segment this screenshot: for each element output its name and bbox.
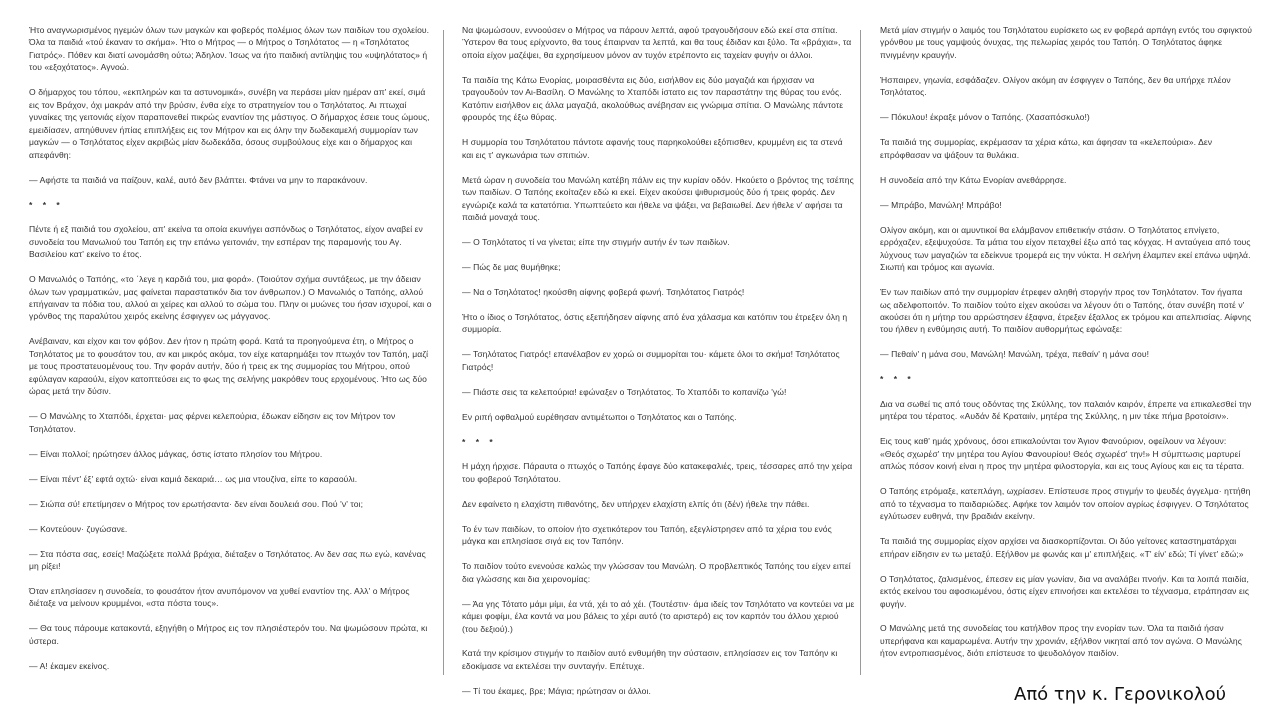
- paragraph: Ο δήμαρχος του τόπου, «εκπληρών και τα αστυνομικά», συνέβη να περάσει μίαν ημέραν απ' εκεί, σιμά εις τον Βράχον, όχι μακράν από την βρύσιν, ένθα είχε το στρατηγείον του ο Τσηλότατος. Αι πτωχαί γυναίκες της γειτονιάς είχον παραπονεθεί πικρώς εναντίον της μάστιγος. Ο δήμαρχος έσειε τους ώμους, εμειδίασεν, απηύθυνεν ήπίας επιπλήξεις εις τον Μήτρον και εις όλην την δωδεκαμελή συμμορίαν των μαγκών — ο Τσηλότατος είχεν ακριβώς μίαν δωδεκάδα, όσους συμβούλους είχε και ο δήμαρχος και απεφάνθη:: [29, 87, 430, 160]
- text-column-2: [462, 24, 856, 710]
- paragraph: — Άα γης Τότατο μάμι μίμι, έα ντά, χέι το αό χέι. (Τουτέστιν· άμα ιδείς τον Τσηλότατο να κοντεύει να με κάμει φοφίμι, έλα κοντά να μου βάλεις το χέρι αυτό (το αριστερό) εις τον καρπόν του άλλου χεριού (του δεξιού).): [462, 598, 855, 634]
- paragraph: Ολίγον ακόμη, και οι αμυντικοί θα ελάμβανον επιθετικήν στάσιν. Ο Τσηλότατος επνίγετο, ερρόχαζεν, εξεψυχούσε. Τα μάτια του είχον πεταχθεί έξω από τας κόγχας. Η ανταύγεια από τους λύχνους των μαγαζιών τα εδείκνυε τρομερά εις την νύκτα. Η σελήνη έλαμπεν εκεί επάνω υψηλά. Σιωπή και τρόμος και αγωνία.: [880, 224, 1251, 273]
- paragraph: — Θα τους πάρουμε κατακοντά, εξηγήθη ο Μήτρος εις τον πλησιέστερόν του. Να ψωμώσουν πρώτα, κι ύστερα.: [29, 623, 428, 646]
- paragraph: Δεν εφαίνετο η ελαχίστη πιθανότης, δεν υπήρχεν ελαχίστη ελπίς ότι (δέν) ήθελε την πάθει.: [462, 498, 810, 509]
- paragraph: — Α! έκαμεν εκείνος.: [29, 660, 110, 671]
- paragraph: Να ψωμώσουν, εννοούσεν ο Μήτρος να πάρουν λεπτά, αφού τραγουδήσουν εδώ εκεί στα σπίτια. Ύστερον θα τους ερίχνοντο, θα τους έπαιρναν τα λεπτά, και θα τους έδιδαν και ξύλο. Τα «βράχια», τα οποία είχον μαζέψει, θα εχρησίμευον μόνον αν τυχόν ετρέποντο εις ταχείαν φυγήν οι άλλοι.: [462, 25, 852, 60]
- paragraph: — Πεθαίν' η μάνα σου, Μανώλη! Μανώλη, τρέχα, πεθαίν' η μάνα σου!: [880, 349, 1150, 360]
- paragraph: — Πόκυλου! έκραξε μόνον ο Ταπόης. (Χασαπόσκυλο!): [880, 112, 1090, 123]
- paragraph: Ο Τσηλότατος, ζαλισμένος, έπεσεν εις μίαν γωνίαν, δια να αναλάβει πνοήν. Και τα λοιπά παιδία, εκτός εκείνου του αφοσιωμένου, όστις είχεν επινοήσει και εκτελέσει το τέχνασμα, ετράπησαν εις φυγήν.: [880, 573, 1250, 609]
- author-credit: Από την κ. Γερονικολού: [1014, 684, 1227, 705]
- paragraph: Η μάχη ήρχισε. Πάραυτα ο πτωχός ο Ταπόης έφαγε δύο κατακεφαλιές, τρεις, τέσσαρες από την χείρα του φοβερού Τσηλότατου.: [462, 461, 853, 484]
- paragraph: — Να ο Τσηλότατος! ηκούσθη αίφνης φοβερά φωνή. Τσηλότατος Γιατρός!: [462, 287, 745, 298]
- paragraph: — Κοντεύουν· ζυγώσανε.: [29, 523, 128, 534]
- paragraph: Εν ριπή οφθαλμού ευρέθησαν αντιμέτωποι ο Τσηλότατος και ο Ταπόης.: [462, 411, 737, 422]
- paragraph: — Τσηλότατος Γιατρός! επανέλαβον εν χορώ οι συμμορίται του· κάμετε όλοι το σκήμα! Τσηλότατος Γιατρός!: [462, 349, 840, 372]
- paragraph: Όταν επλησίασεν η συνοδεία, το φουσάτον ήτον ανυπόμονον να χυθεί εναντίον της. Αλλ' ο Μήτρος διέταξε να μείνουν κρυμμένοι, «στα πόστα τους».: [29, 586, 410, 609]
- paragraph: Τα παιδιά της συμμορίας, εκρέμασαν τα χέρια κάτω, και άφησαν τα «κελεπούρια». Δεν επρόφθασαν να ψάξουν τα θυλάκια.: [880, 137, 1213, 160]
- paragraph: Ήτο ο ίδιος ο Τσηλότατος, όστις εξεπήδησεν αίφνης από ένα χάλασμα και κατόπιν του έτρεξεν όλη η συμμορία.: [462, 312, 848, 335]
- paragraph: — Ο Μανώλης το Χταπόδι, έρχεται· μας φέρνει κελεπούρια, έδωκαν είδησιν εις τον Μήτρον τον Τσηλότατον.: [29, 411, 396, 434]
- paragraph: Ανέβαιναν, και είχον και τον φόβον. Δεν ήτον η πρώτη φορά. Κατά τα προηγούμενα έτη, ο Μήτρος ο Τσηλότατος με το φουσάτον του, αν και μικρός ακόμα, τον είχε καταρημάξει τον πτωχόν τον Ταπόη, μαζί με τους προστατευομένους του. Την φοράν αυτήν, δύο ή τρεις εκ της συμμορίας του Μήτρου, οπού εφύλαγαν καραούλι, είχον κατοπτεύσει εις το φως της σελήνης μακρόθεν τους ερχομένους. Ήτο ως δύο ώρας μετά την δύσιν.: [29, 336, 429, 397]
- paragraph: Η συνοδεία από την Κάτω Ενορίαν ανεθάρρησε.: [880, 174, 1067, 185]
- paragraph: Μετά ώραν η συνοδεία του Μανώλη κατέβη πάλιν εις την κυρίαν οδόν. Ηκούετο ο βρόντος της τσέπης των παιδίων. Ο Ταπόης εκοίταζεν εδώ κι εκεί. Είχεν ακούσει ψιθυρισμούς δύο ή τρεις φοράς. Δεν εγνώριζε καλά τα κατατόπια. Υπωπτεύετο και ήθελε να ψάξει, να βεβαιωθεί. Δεν ήθελε ν' αφήσει τα παιδιά μοναχά τους.: [462, 174, 854, 223]
- paragraph: — Πιάστε σεις τα κελεπούρια! εφώναξεν ο Τσηλότατος. Το Χταπόδι το κοπανίζω 'γώ!: [462, 386, 787, 397]
- paragraph: Το έν των παιδίων, το οποίον ήτο σχετικότερον του Ταπόη, εξεγλίστρησεν από τα χέρια του ενός μάγκα και επλησίασε σιγά εις τον Ταπόην.: [462, 523, 832, 547]
- paragraph: Ο Μανωλιός ο Ταπόης, «το ΄λεγε η καρδιά του, μια φορά». (Τοιούτον σχήμα συντάξεως, με την άδειαν όλων των γραμματικών, μας φαίνεται παραστατικόν δια τον άνθρωπον.) Ο Μανωλιός ο Ταπόης, αλλού επήγαιναν τα πόδια του, αλλού αι χείρες και αλλού το σώμα του. Πλην οι μυώνες του ήσαν ισχυροί, και ο γρόνθος της παραλύτου χειρός εκείνης έσφιγγεν ως μάγγανος.: [29, 274, 432, 322]
- paragraph: Ο Ταπόης ετρόμαξε, κατεπλάγη, ωχρίασεν. Επίστευσε προς στιγμήν το ψευδές άγγελμα· ηττήθη από το τέχνασμα το παιδαριώδες. Αφήκε τον λαιμόν τον οποίον αγρίως έσφιγγεν. Ο Τσηλότατος εγλύτωσεν ευθηνά, την βραδιάν εκείνην.: [880, 486, 1251, 522]
- column-divider: [860, 30, 861, 675]
- paragraph: — Τί του έκαμες, βρε; Μάγια; ηρώτησαν οι άλλοι.: [462, 685, 651, 696]
- paragraph: — Πώς δε μας θυμήθηκε;: [462, 262, 561, 273]
- paragraph: Έν των παιδίων από την συμμορίαν έτρεφεν αληθή στοργήν προς τον Τσηλότατον. Τον ήγαπα ως αδελφοποιτόν. Το παιδίον τούτο είχεν ακούσει να λέγουν ότι ο Ταπόης, όταν συνέβη ποτέ ν' ακούσει ότι η μήτηρ του αρρώστησεν έξαφνα, έτρεξεν έξαλλος εκ τρόμου και απελπισίας. Αίφνης του ήλθεν η ενθύμησις αυτή. Το παιδίον αυθορμήτως εφώναξε:: [880, 287, 1252, 335]
- text-column-1: [29, 24, 432, 685]
- paragraph: — Σιώπα σύ! επετίμησεν ο Μήτρος τον ερωτήσαντα· δεν είναι δουλειά σου. Πού 'ν' τοι;: [29, 498, 364, 509]
- paragraph: — Ο Τσηλότατος τί να γίνεται; είπε την στιγμήν αυτήν έν των παιδίων.: [462, 237, 730, 248]
- paragraph: — Στα πόστα σας, εσείς! Μαζώξετε πολλά βράχια, διέταξεν ο Τσηλότατος. Αν δεν σας πω εγώ, κανένας μη ρίξει!: [29, 548, 426, 572]
- paragraph: Ήσπαιρεν, γηωνία, εσφάδαζεν. Ολίγον ακόμη αν έσφιγγεν ο Ταπόης, δεν θα υπήρχε πλέον Τσηλότατος.: [880, 74, 1231, 98]
- section-separator: * * *: [462, 436, 497, 447]
- paragraph: Ο Μανώλης μετά της συνοδείας του κατήλθον προς την ενορίαν των. Όλα τα παιδιά ήσαν υπερήφανα και καμαρωμένα. Αυτήν την χρονιάν, εξήλθον νικηταί από τον αγώνα. Ο Μανώλης ήτον εντροπιασμένος, διότι επίστευσε το ψευδολόγον παιδίον.: [880, 623, 1242, 659]
- paragraph: Μετά μίαν στιγμήν ο λαιμός του Τσηλότατου ευρίσκετο ως εν φοβερά αρπάγη εντός του σφιγκτού γρόνθου με τους γαμψούς όνυχας, της πελωρίας χειρός του Ταπόη. Ο Τσηλότατος άφηκε πνιγμένην κραυγήν.: [880, 25, 1253, 60]
- text-column-3: [880, 24, 1252, 672]
- paragraph: Η συμμορία του Τσηλότατου πάντοτε αφανής τους παρηκολούθει εξόπισθεν, κρυμμένη εις τα στενά και εις τ' αγκωνάρια των σπιτιών.: [462, 137, 843, 160]
- paragraph: — Είναι πέντ' έξ' εφτά οχτώ· είναι καμιά δεκαριά… ως μια ντουζίνα, είπε το καραούλι.: [29, 473, 358, 484]
- section-separator: * * *: [29, 199, 64, 210]
- column-divider: [443, 30, 444, 675]
- paragraph: Δια να σωθεί τις από τους οδόντας της Σκύλλης, τον παλαιόν καιρόν, έπρεπε να επικαλεσθεί την μητέρα του τέρατος. «Αυδάν δέ Κραταιίν, μητέρα της Σκύλλης, η μιν τέκε πήμα βροτοίσιν».: [880, 398, 1252, 422]
- paragraph: Εις τους καθ' ημάς χρόνους, όσοι επικαλούνται τον Άγιον Φανούριον, οφείλουν να λέγουν: «Θεός σχωρέσ' την μητέρα του Αγίου Φανουρίου! Θεός σχωρέσ' την!» Η σύμπτωσις μαρτυρεί απλώς πόσον κοινή είναι η προς την μητέρα φιλοστοργία, και εις τους Αγίους και εις τα τέρατα.: [880, 436, 1245, 472]
- paragraph: — Αφήστε τα παιδιά να παίζουν, καλέ, αυτό δεν βλάπτει. Φτάνει να μην το παρακάνουν.: [29, 174, 368, 185]
- paragraph: — Είναι πολλοί; ηρώτησεν άλλος μάγκας, όστις ίστατο πλησίον του Μήτρου.: [29, 448, 323, 459]
- paragraph: — Μπράβο, Μανώλη! Μπράβο!: [880, 199, 1002, 210]
- paragraph: Το παιδίον τούτο ενενούσε καλώς την γλώσσαν του Μανώλη. Ο προβλεπτικός Ταπόης του είχεν ειπεί δια γλώσσης και δια χειρονομίας:: [462, 561, 851, 584]
- section-separator: * * *: [880, 374, 915, 385]
- paragraph: Τα παιδία της Κάτω Ενορίας, μοιρασθέντα εις δύο, εισήλθον εις δύο μαγαζιά και ήρχισαν να τραγουδούν τον Αι-Βασίλη. Ο Μανώλης το Χταπόδι ίστατο εις τον παραστάτην της θύρας του ενός. Κατόπιν εισήλθον εις άλλα μαγαζιά, ακολούθως ανέβησαν εις γνώριμα σπίτια. Ο Μανώλης πάντοτε φρουρός της έξω θύρας.: [462, 74, 844, 123]
- paragraph: Κατά την κρίσιμον στιγμήν το παιδίον αυτό ενθυμήθη την σύστασιν, επλησίασεν εις τον Ταπόην κι εδοκίμασε να εκτελέσει την συνταγήν. Επέτυχε.: [462, 648, 838, 671]
- paragraph: Ήτο αναγνωρισμένος ηγεμών όλων των μαγκών και φοβερός πολέμιος όλων των παιδίων του σχολείου. Όλα τα παιδιά «τού έκαναν το σκήμα». Ήτο ο Μήτρος — ο Μήτρος ο Τσηλότατος — η «Τσηλότατος Γιατρός». Πόθεν και διατί ωνομάσθη ούτω; Άδηλον. Ίσως να ήτο παιδική αντίληψις του «υψηλότατος» ή του «εξοχότατος». Αγνοώ.: [29, 25, 430, 73]
- paragraph: Τα παιδιά της συμμορίας είχον αρχίσει να διασκορπίζονται. Οι δύο γείτονες καταστηματάρχαι επήραν είδησιν εν τω μεταξύ. Εξήλθον με φωνάς και μ' επιπλήξεις. «Τ' είν' εδώ; Τί γίνετ' εδώ;»: [880, 536, 1244, 559]
- paragraph: Πέντε ή εξ παιδιά του σχολείου, απ' εκείνα τα οποία εκυνήγει ασπόνδως ο Τσηλότατος, είχον αναβεί εν συνοδεία του Μανωλιού του Ταπόη εις την επάνω γειτονιάν, την εσπέραν της παραμονής του Αγ. Βασιλείου κατ' εκείνο το έτος.: [29, 224, 423, 260]
